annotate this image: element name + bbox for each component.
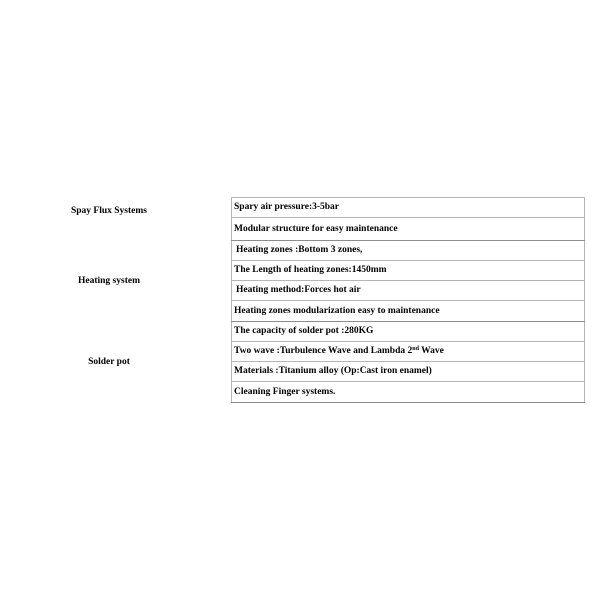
spec-item: Modular structure for easy maintenance: [232, 218, 585, 241]
spec-item: Cleaning Finger systems.: [232, 382, 585, 403]
spec-item: Heating zones modularization easy to maintenance: [232, 301, 585, 322]
spec-item: The Length of heating zones:1450mm: [232, 261, 585, 281]
spec-table: [9, 197, 585, 403]
spec-item-text: Two wave :Turbulence Wave and Lambda 2: [234, 346, 413, 357]
section-label-spray-flux: [9, 198, 232, 241]
table-row: [9, 322, 585, 342]
section-label-text: Solder pot: [88, 356, 130, 367]
spec-item-two-wave: [232, 342, 585, 362]
spec-item: Spary air pressure:3-5bar: [232, 198, 585, 218]
section-label-text: Spay Flux Systems: [70, 205, 147, 216]
spec-item-text: Wave: [418, 346, 444, 357]
spec-item: Heating method:Forces hot air: [232, 281, 585, 301]
spec-item: Heating zones :Bottom 3 zones,: [232, 241, 585, 261]
table-row: [9, 241, 585, 261]
section-label-heating: [9, 241, 232, 322]
section-label-solder-pot: [9, 322, 232, 403]
ordinal-superscript: nd: [412, 346, 419, 353]
section-label-text: Heating system: [77, 275, 140, 286]
spec-item: Materials :Titanium alloy (Op:Cast iron enamel): [232, 362, 585, 382]
spec-item: The capacity of solder pot :280KG: [232, 322, 585, 342]
table-row: [9, 198, 585, 218]
